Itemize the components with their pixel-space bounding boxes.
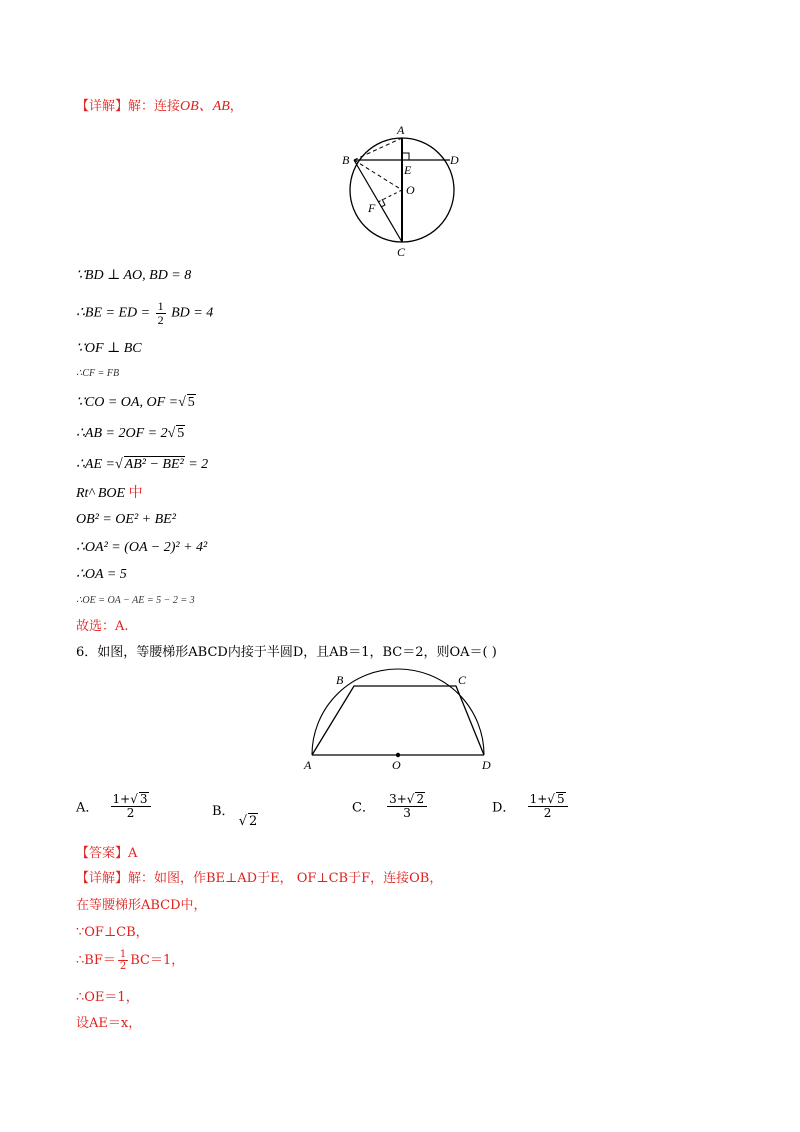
option-d-letter: D． [492, 800, 516, 816]
option-b[interactable] [212, 800, 258, 829]
step-11: ∴OA = 5 [76, 567, 127, 582]
detail-tag: 【详解】 [76, 99, 129, 114]
step-8-right: 中 [128, 486, 143, 501]
label-c2: C [458, 673, 467, 687]
step-7-right: = 2 [188, 457, 209, 472]
detail-line-1: 【详解】解：如图，作BE⊥AD于E， OF⊥CB于F，连接OB， [76, 871, 443, 886]
option-d-den: 2 [543, 806, 552, 820]
center-point-o [396, 753, 400, 757]
trapezoid-figure [298, 668, 508, 774]
step-2-right: BD = 4 [171, 305, 214, 321]
step-9: OB² = OE² + BE² [76, 512, 176, 527]
step-2-left: ∴BE = ED = [76, 305, 151, 321]
step-5-radicand: 5 [187, 395, 195, 410]
step-8-left: Rt^ BOE [76, 486, 126, 501]
option-c-letter: C． [352, 800, 375, 816]
label-d2: D [482, 758, 491, 772]
label-e: E [404, 163, 412, 177]
dash-of [378, 190, 402, 202]
trapezoid-sides [312, 686, 484, 755]
detail-line-4-fraction [118, 949, 128, 972]
option-d-num: 1+ [529, 792, 548, 806]
label-f: F [368, 201, 376, 215]
solution-heading [76, 99, 243, 115]
option-a-fraction: $\frac{1+√ 3}{2}$ [111, 792, 151, 820]
step-10: ∴OA² = (OA − 2)² + 4² [76, 540, 208, 555]
conclusion: 故选：A. [76, 619, 129, 634]
right-angle-e [402, 153, 409, 160]
step-2-den: 2 [157, 313, 164, 327]
step-7-radicand: AB² − BE² [124, 457, 184, 472]
label-c: C [397, 245, 406, 259]
option-a-radicand: 3 [139, 792, 148, 806]
detail-line-4-left: ∴BF＝ [76, 953, 116, 968]
label-a2: A [304, 758, 312, 772]
step-5 [76, 394, 196, 411]
label-d: D [450, 153, 459, 167]
step-7 [76, 456, 208, 473]
step-8 [76, 486, 143, 502]
step-1: ∵BD ⊥ AO, BD = 8 [76, 268, 192, 283]
option-d-radicand: 5 [556, 792, 565, 806]
option-b-radicand: 2 [249, 814, 258, 829]
detail-line-6: 设AE＝x， [76, 1016, 142, 1031]
option-c-den: 3 [403, 806, 411, 820]
option-d-fraction: $\frac{1+√ 5}{2}$ [528, 792, 568, 820]
right-angle-f [381, 199, 385, 207]
step-4: ∴CF = FB [76, 368, 120, 379]
detail-line-2: 在等腰梯形ABCD中， [76, 898, 207, 913]
detail-line-4-right: BC＝1， [130, 953, 185, 968]
step-2 [76, 300, 213, 327]
step-5-left: ∵CO = OA, OF = [76, 395, 179, 410]
option-a-letter: A． [76, 800, 99, 816]
circle-figure [340, 120, 470, 265]
heading-text: 解：连接 [128, 99, 181, 114]
answer-tag: 【答案】 [76, 846, 129, 861]
step-5-root: √ 5 [178, 395, 195, 410]
step-7-root: √ AB² − BE² [114, 457, 184, 472]
step-2-fraction [156, 300, 166, 327]
heading-end: ， [229, 99, 243, 114]
step-6-left: ∴AB = 2OF = 2 [76, 426, 168, 441]
option-d[interactable] [492, 792, 570, 820]
answer-line [76, 846, 137, 862]
step-3: ∵OF ⊥ BC [76, 341, 142, 356]
dash-ba [354, 138, 402, 160]
option-a-num: 1+ [112, 792, 131, 806]
option-c-fraction: $\frac{3+√ 2}{3}$ [387, 792, 427, 820]
option-c[interactable] [352, 792, 429, 820]
detail-line-4-num: 1 [119, 949, 127, 960]
step-6-radicand: 5 [177, 426, 185, 441]
detail-line-5: ∴OE＝1， [76, 990, 139, 1005]
detail-line-4 [76, 948, 184, 974]
step-2-num: 1 [157, 299, 164, 313]
label-o2: O [392, 758, 401, 772]
step-6-root: √ 5 [167, 426, 185, 441]
label-b2: B [336, 673, 344, 687]
option-a[interactable] [76, 792, 153, 820]
step-7-left: ∴AE = [76, 457, 115, 472]
question-6-text: 6．如图，等腰梯形ABCD内接于半圆D，且AB＝1，BC＝2，则OA＝( ) [76, 645, 497, 660]
detail-line-3: ∵OF⊥CB， [76, 925, 149, 940]
chord-bc [354, 160, 402, 242]
step-12: ∴OE = OA − AE = 5 − 2 = 3 [76, 595, 195, 606]
label-a: A [397, 123, 405, 137]
option-b-root: √ 2 [238, 814, 258, 829]
step-6 [76, 425, 185, 442]
detail-line-4-den: 2 [119, 961, 127, 972]
option-c-radicand: 2 [416, 792, 425, 806]
heading-vars: OB、AB [180, 99, 230, 114]
label-b: B [342, 153, 350, 167]
option-b-letter: B． [212, 804, 235, 819]
option-a-den: 2 [126, 806, 135, 820]
dash-bo [354, 160, 402, 190]
option-c-num: 3+ [389, 792, 407, 806]
answer-value: A [128, 846, 138, 861]
label-o: O [406, 183, 415, 197]
